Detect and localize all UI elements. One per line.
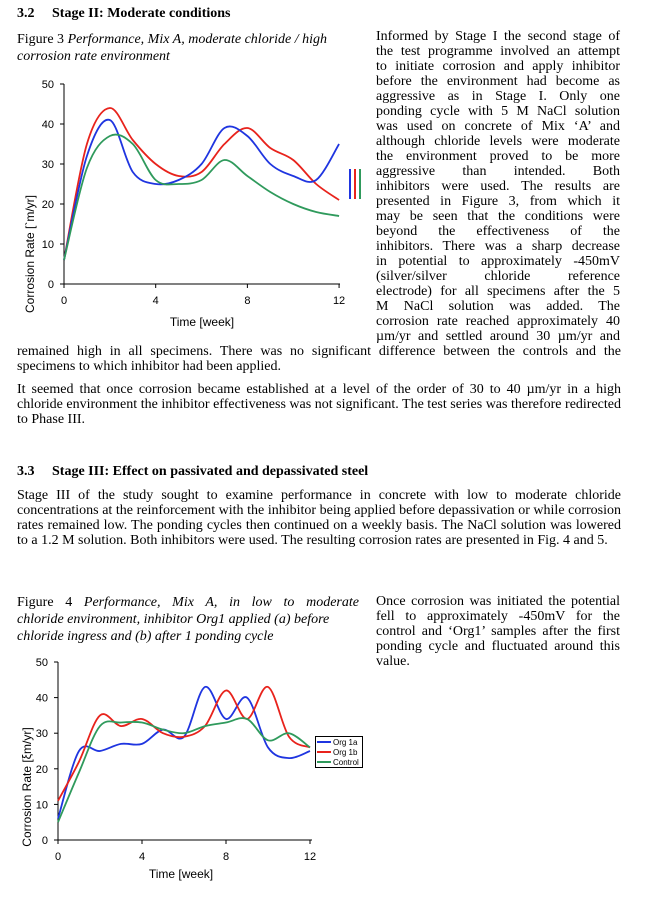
section-number: 3.2 [17,6,35,21]
figure-3-x-axis-label: Time [week] [169,315,235,329]
legend-swatch [317,741,331,743]
figure-3-side-text-line: (silver/silver chloride reference [376,269,620,284]
figure-4-side-text: Once corrosion was initiated the potential fell to approximately -450mV for the control and ‘Org1’ samples after the first ponding cycle and fluctuated around this value. [376,594,620,669]
figure-3-side-text-line: to initiate corrosion and apply inhibitor [376,59,620,74]
legend-marker-green [359,169,361,199]
legend-label: Org 1a [333,737,358,747]
figure-4-x-tick-label: 4 [138,851,146,863]
figure-3-side-text [376,29,620,344]
figure-4-caption-line-1: Performance, Mix A, in low to moderate [83,595,359,610]
figure-3-legend [343,169,367,201]
figure-4-y-tick-label: 30 [35,728,48,741]
figure-3-y-axis-label: Corrosion Rate [`m/yr] [23,194,37,314]
figure-3-side-text-line: was used on concrete of Mix ‘A’ and [376,119,620,134]
legend-entry [316,747,362,757]
figure-4-series-line-org-1b [58,687,310,801]
figure-4-ticks [36,657,316,863]
figure-3-side-text-line: inhibitors. There was a sharp decrease [376,239,620,254]
figure-4-legend [315,736,363,768]
stage-2-conclusion-paragraph: It seemed that once corrosion became established at a level of the order of 30 to 40 µm/yr in a high chloride environment the inhibitor effectiveness was not significant. The test series was therefore redirected to Phase III. [17,382,621,427]
figure-4-y-axis-label: Corrosion Rate [ξm/yr] [20,727,34,847]
figure-4-x-tick-label: 0 [54,851,62,863]
figure-4-y-tick-label: 20 [35,763,48,776]
figure-4-series-line-org-1a [58,687,310,819]
figure-3-caption [17,31,367,65]
figure-3-side-text-line: before the environment had become as [376,74,620,89]
figure-3-side-text-line: inhibitors were used. The results are [376,179,620,194]
figure-3-side-text-line: corrosion rate reached approximately 40 [376,314,620,329]
figure-3-side-text-line: the test programme involved an attempt [376,44,620,59]
figure-3-series-line-1 [64,120,339,260]
figure-3-y-tick-label: 0 [47,279,54,291]
stage-2-paragraph-end [17,344,621,374]
figure-3-y-tick-label: 40 [41,119,54,131]
legend-label: Org 1b [333,747,358,757]
figure-3-x-tick-label: 0 [60,295,68,307]
figure-4-x-tick-label: 12 [303,851,317,863]
figure-4-caption-line-3: chloride ingress and (b) after 1 ponding cycle [17,629,274,644]
figure-4-x-axis-label: Time [week] [148,867,214,881]
legend-entry [316,757,362,767]
figure-3-side-text-line: presented in Figure 3, from which it [376,194,620,209]
figure-3-side-text-line: aggressive as in Stage I. Only one [376,89,620,104]
figure-4-x-tick-label: 8 [222,851,230,863]
figure-3-side-text-line: in potential to approximately -450mV [376,254,620,269]
figure-3-side-text-line: may be seen that the conditions were [376,209,620,224]
section-title: Stage III: Effect on passivated and depassivated steel [52,464,369,479]
figure-3-y-tick-label: 20 [41,199,54,211]
figure-3-y-tick-label: 50 [41,79,54,91]
figure-3-caption-line-2: corrosion rate environment [17,49,170,64]
section-number: 3.3 [17,464,35,479]
figure-4-chart [0,652,370,892]
figure-3-side-text-line: M NaCl solution was added. The [376,299,620,314]
figure-3-caption-line-1: Performance, Mix A, moderate chloride / high [67,32,328,47]
figure-3-series [64,108,339,260]
figure-4-y-tick-label: 40 [35,692,48,705]
figure-4-y-tick-label: 0 [41,835,48,847]
figure-4-caption-line-2: chloride environment, inhibitor Org1 applied (a) before [17,612,330,627]
legend-swatch [317,751,331,753]
figure-3-ticks [42,79,345,307]
figure-4-series-line-control [58,718,310,822]
figure-3-side-text-line: beyond the effectiveness of the [376,224,620,239]
figure-3-x-tick-label: 8 [244,295,251,307]
legend-entry [316,737,362,747]
figure-4-caption [17,594,359,645]
figure-3-side-text-line: although chloride levels were moderate [376,134,620,149]
legend-label: Control [333,757,359,767]
legend-swatch [317,761,331,763]
figure-3-y-tick-label: 10 [41,239,54,251]
figure-4-y-tick-label: 50 [35,657,48,669]
legend-marker-blue [349,169,351,199]
section-title: Stage II: Moderate conditions [52,6,231,21]
figure-3-side-text-line: aggressive than intended. Both [376,164,620,179]
figure-3-side-text-line: electrode) for all specimens after the 5 [376,284,620,299]
section-heading-3-3 [17,464,368,480]
figure-3-side-text-line: ponding cycle with 5 M NaCl solution [376,104,620,119]
section-heading-3-2 [17,6,231,22]
figure-3-caption-prefix: Figure 3 [17,32,68,47]
figure-3-chart [0,70,370,340]
figure-3-side-text-line: the environment proved to be more [376,149,620,164]
stage-2-paragraph-line: specimens to which inhibitor had been applied. [17,359,281,374]
figure-3-axes [64,84,340,284]
stage-2-paragraph-line: remained high in all specimens. There was no significant difference between the controls and the [17,344,621,359]
figure-4-y-tick-label: 10 [35,799,48,812]
figure-3-series-line-0 [64,108,339,260]
figure-3-x-tick-label: 12 [332,295,346,307]
figure-3-x-tick-label: 4 [152,295,159,307]
figure-3-series-line-2 [64,135,339,260]
figure-4-series [58,687,310,822]
stage-3-paragraph: Stage III of the study sought to examine performance in concrete with low to moderate chloride concentrations at the reinforcement with the inhibitor being applied before depassivation or while corrosion rates remained low. The ponding cycles then continued on a weekly basis. The NaCl solution was lowered to a 1.2 M solution. Both inhibitors were used. The resulting corrosion rates are presented in Fig. 4 and 5. [17,488,621,548]
figure-3-y-tick-label: 30 [41,159,54,171]
legend-marker-red [354,169,356,199]
figure-3-side-text-line: µm/yr and settled around 30 µm/yr and [376,329,620,344]
figure-4-caption-prefix: Figure 4 [17,595,84,610]
figure-3-side-text-line: Informed by Stage I the second stage of [376,29,620,44]
